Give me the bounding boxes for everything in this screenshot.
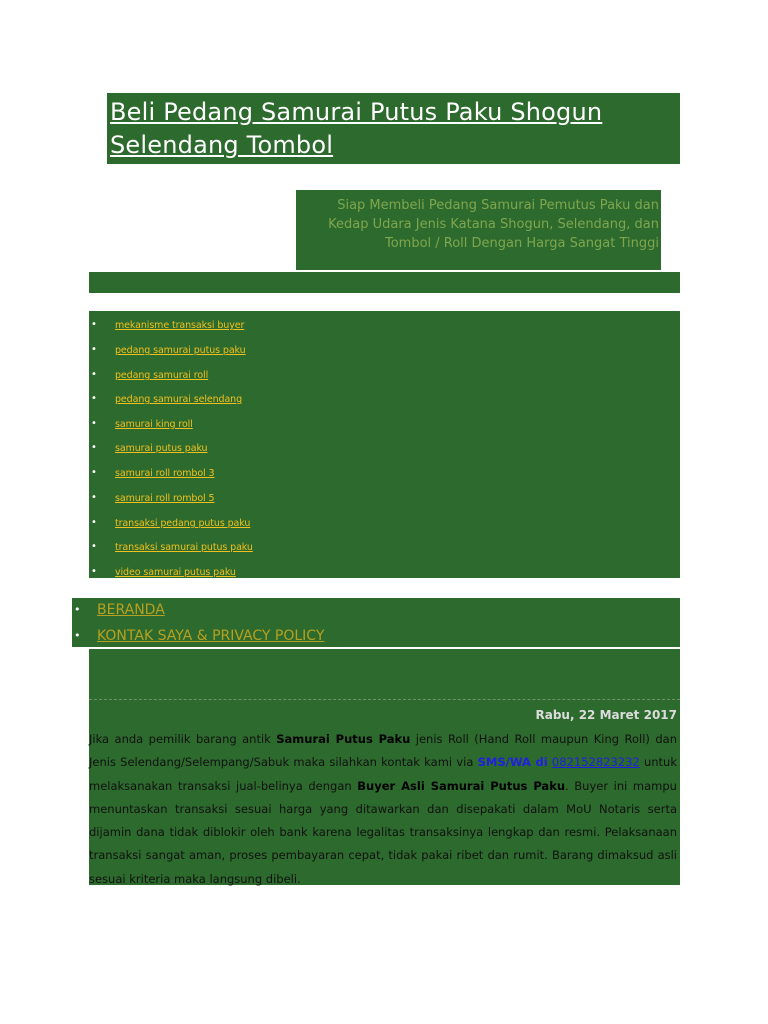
bullet-icon: •	[91, 369, 97, 380]
labels-widget	[89, 311, 680, 578]
label-link[interactable]: samurai roll rombol 3	[115, 468, 215, 479]
bullet-icon: •	[91, 517, 97, 528]
nav-item-kontak	[72, 628, 472, 648]
header-bar	[89, 272, 680, 293]
phone-link[interactable]: 082152823232	[551, 755, 640, 770]
label-link[interactable]: mekanisme transaksi buyer	[115, 320, 245, 331]
post-text: . Buyer ini mampu menuntaskan transaksi sesuai harga yang ditawarkan dan disepakati dalam MoU Notaris serta dijamin dana tidak diblokir oleh bank karena legalitas transaksinya lengkap dan resmi. Pelaksanaan transaksi sangat aman, proses pembayaran cepat, tidak pakai ribet dan rumit. Barang dimaksud asli sesuai kriteria maka langsung dibeli.	[89, 778, 677, 886]
header-description-box	[296, 190, 661, 270]
post-container	[89, 649, 680, 885]
label-item	[89, 492, 489, 506]
bullet-icon: •	[91, 442, 97, 453]
bullet-icon: •	[91, 418, 97, 429]
label-item	[89, 566, 489, 580]
label-item	[89, 541, 489, 555]
divider	[89, 699, 680, 700]
nav-link-beranda[interactable]: BERANDA	[97, 602, 165, 618]
label-link[interactable]: pedang samurai putus paku	[115, 345, 246, 356]
nav-link-kontak-privacy[interactable]: KONTAK SAYA & PRIVACY POLICY	[97, 628, 325, 644]
bullet-icon: •	[74, 629, 81, 642]
post-date: Rabu, 22 Maret 2017	[535, 708, 677, 722]
bullet-icon: •	[91, 319, 97, 330]
bullet-icon: •	[91, 566, 97, 577]
header-title-box	[107, 93, 680, 164]
bullet-icon: •	[91, 492, 97, 503]
label-link[interactable]: transaksi pedang putus paku	[115, 518, 251, 529]
bullet-icon: •	[91, 467, 97, 478]
label-item	[89, 418, 489, 432]
label-item	[89, 517, 489, 531]
label-item	[89, 393, 489, 407]
label-link[interactable]: samurai putus paku	[115, 443, 208, 454]
bullet-icon: •	[91, 344, 97, 355]
bullet-icon: •	[74, 603, 81, 616]
post-body	[89, 728, 677, 891]
page-nav	[72, 598, 680, 647]
label-link[interactable]: video samurai putus paku	[115, 567, 236, 578]
label-item	[89, 442, 489, 456]
label-item	[89, 344, 489, 358]
label-link[interactable]: pedang samurai roll	[115, 370, 209, 381]
sms-wa-label: SMS/WA di	[477, 755, 548, 770]
blog-title-link[interactable]: Beli Pedang Samurai Putus Paku Shogun Selendang Tombol	[110, 98, 603, 159]
post-text: untuk melaksanakan transaksi jual-belinya dengan	[89, 755, 678, 793]
label-link[interactable]: pedang samurai selendang	[115, 394, 243, 405]
blog-description: Siap Membeli Pedang Samurai Pemutus Paku dan Kedap Udara Jenis Katana Shogun, Selendang, dan Tombol / Roll Dengan Harga Sangat Tinggi	[328, 198, 659, 251]
label-link[interactable]: samurai roll rombol 5	[115, 493, 215, 504]
label-link[interactable]: samurai king roll	[115, 419, 193, 430]
label-item	[89, 369, 489, 383]
post-bold-keyword: Samurai Putus Paku	[276, 732, 411, 746]
label-link[interactable]: transaksi samurai putus paku	[115, 542, 253, 553]
bullet-icon: •	[91, 541, 97, 552]
post-text: Jika anda pemilik barang antik	[89, 732, 277, 746]
nav-item-beranda	[72, 602, 472, 622]
label-item	[89, 319, 489, 333]
post-bold-buyer: Buyer Asli Samurai Putus Paku	[357, 778, 566, 793]
label-item	[89, 467, 489, 481]
bullet-icon: •	[91, 393, 97, 404]
post-text: jenis Roll (Hand Roll maupun King Roll) dan Jenis Selendang/Selempang/Sabuk maka silahkan kontak kami via	[89, 732, 677, 770]
